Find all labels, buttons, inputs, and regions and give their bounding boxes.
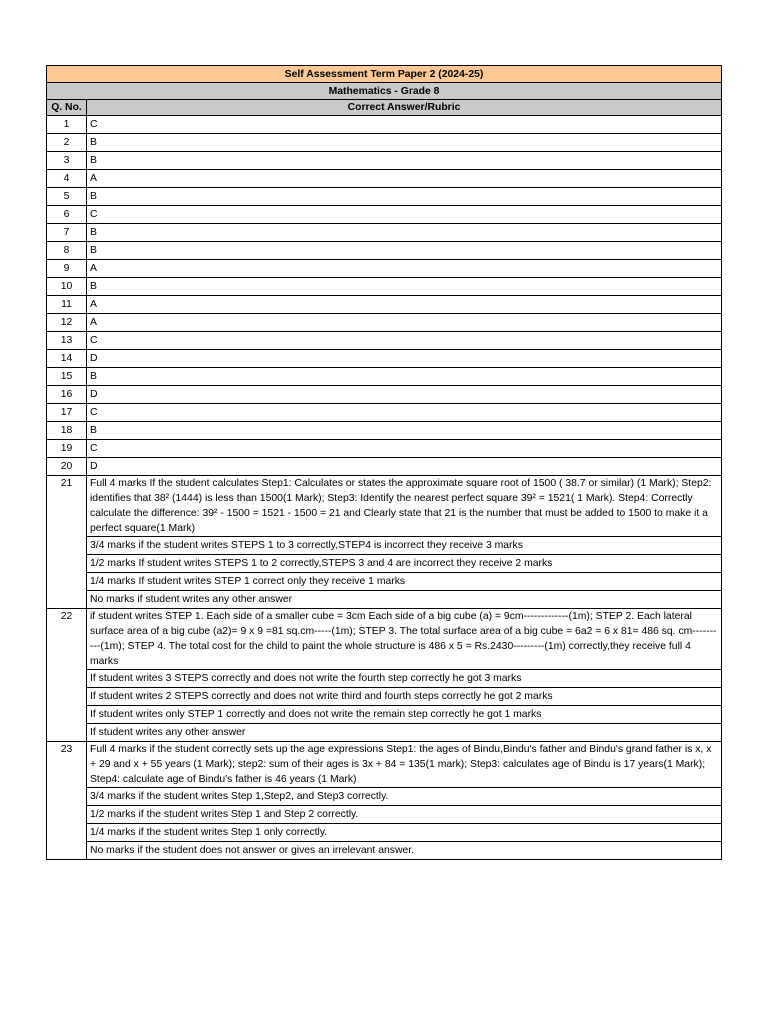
table-row — [47, 386, 722, 404]
subtitle-row — [47, 83, 722, 100]
answer-cell: C — [87, 332, 722, 350]
rubric-row — [47, 724, 722, 742]
rubric-cell: if student writes STEP 1. Each side of a smaller cube = 3cm Each side of a big cube (a) = 9cm-------------(1m); STEP 2. Each lateral surface area of a big cube (a2)= 9 x 9 =81 sq.cm-----(1m); STEP 3. The total surface area of a big cube = 6a2 = 6 x 81= 486 sq. cm----------(1m); STEP 4. The total cost for the child to paint the whole structure is 486 x 5 = Rs.2430---------(1m) correctly,they receive full 4 marks — [87, 609, 722, 670]
answer-header: Correct Answer/Rubric — [87, 100, 722, 116]
question-number: 12 — [47, 314, 87, 332]
table-row — [47, 116, 722, 134]
answer-cell: A — [87, 260, 722, 278]
rubric-row — [47, 806, 722, 824]
answer-cell: D — [87, 350, 722, 368]
question-number: 2 — [47, 134, 87, 152]
table-row — [47, 278, 722, 296]
rubric-row — [47, 788, 722, 806]
answer-cell: B — [87, 422, 722, 440]
table-row — [47, 350, 722, 368]
rubric-row — [47, 537, 722, 555]
table-row — [47, 152, 722, 170]
answer-cell: C — [87, 116, 722, 134]
rubric-row — [47, 670, 722, 688]
question-number: 6 — [47, 206, 87, 224]
answer-cell: B — [87, 278, 722, 296]
table-row — [47, 440, 722, 458]
question-number: 23 — [47, 742, 87, 860]
rubric-cell: 1/4 marks if the student writes Step 1 only correctly. — [87, 824, 722, 842]
answer-cell: C — [87, 440, 722, 458]
question-number: 3 — [47, 152, 87, 170]
table-row — [47, 188, 722, 206]
rubric-cell: If student writes 3 STEPS correctly and does not write the fourth step correctly he got 3 marks — [87, 670, 722, 688]
rubric-cell: 1/2 marks if the student writes Step 1 and Step 2 correctly. — [87, 806, 722, 824]
question-number: 5 — [47, 188, 87, 206]
rubric-row — [47, 609, 722, 670]
question-number: 18 — [47, 422, 87, 440]
question-number: 11 — [47, 296, 87, 314]
question-number: 10 — [47, 278, 87, 296]
table-row — [47, 260, 722, 278]
rubric-row — [47, 706, 722, 724]
answer-cell: D — [87, 458, 722, 476]
table-row — [47, 170, 722, 188]
answer-cell: A — [87, 314, 722, 332]
table-row — [47, 458, 722, 476]
rubric-row — [47, 555, 722, 573]
question-number: 14 — [47, 350, 87, 368]
rubric-cell: If student writes any other answer — [87, 724, 722, 742]
answer-cell: B — [87, 134, 722, 152]
sheet-title: Self Assessment Term Paper 2 (2024-25) — [47, 66, 722, 83]
rubric-cell: 1/2 marks If student writes STEPS 1 to 2 correctly,STEPS 3 and 4 are incorrect they receive 2 marks — [87, 555, 722, 573]
answer-cell: B — [87, 188, 722, 206]
question-number: 20 — [47, 458, 87, 476]
answer-cell: C — [87, 206, 722, 224]
rubric-cell: No marks if student writes any other answer — [87, 591, 722, 609]
rubric-cell: Full 4 marks if the student correctly sets up the age expressions Step1: the ages of Bindu,Bindu's father and Bindu's grand father is x, x + 29 and x + 55 years (1 Mark); step2: sum of their ages is 3x + 84 = 135(1 mark); Step3: calculates age of Bindu is 17 years(1 Mark); Step4: calculate age of Bindu's father is 46 years (1 Mark) — [87, 742, 722, 788]
answer-cell: B — [87, 224, 722, 242]
question-number: 17 — [47, 404, 87, 422]
rubric-cell: 3/4 marks if the student writes STEPS 1 to 3 correctly,STEP4 is incorrect they receive 3 marks — [87, 537, 722, 555]
table-row — [47, 368, 722, 386]
question-number: 15 — [47, 368, 87, 386]
rubric-cell: If student writes only STEP 1 correctly and does not write the remain step correctly he got 1 marks — [87, 706, 722, 724]
answer-cell: B — [87, 152, 722, 170]
table-row — [47, 134, 722, 152]
rubric-row — [47, 573, 722, 591]
qno-header: Q. No. — [47, 100, 87, 116]
sheet-subtitle: Mathematics - Grade 8 — [47, 83, 722, 100]
answer-key-table — [46, 65, 722, 860]
rubric-row — [47, 842, 722, 860]
answer-cell: C — [87, 404, 722, 422]
table-row — [47, 314, 722, 332]
answer-cell: A — [87, 296, 722, 314]
answer-cell: B — [87, 368, 722, 386]
question-number: 4 — [47, 170, 87, 188]
question-number: 19 — [47, 440, 87, 458]
rubric-cell: 3/4 marks if the student writes Step 1,Step2, and Step3 correctly. — [87, 788, 722, 806]
rubric-row — [47, 591, 722, 609]
question-number: 1 — [47, 116, 87, 134]
table-row — [47, 422, 722, 440]
title-row — [47, 66, 722, 83]
table-row — [47, 206, 722, 224]
rubric-row — [47, 476, 722, 537]
question-number: 9 — [47, 260, 87, 278]
question-number: 7 — [47, 224, 87, 242]
table-row — [47, 296, 722, 314]
rubric-row — [47, 688, 722, 706]
question-number: 21 — [47, 476, 87, 609]
answer-cell: D — [87, 386, 722, 404]
answer-key-body — [47, 66, 722, 860]
table-row — [47, 242, 722, 260]
table-row — [47, 224, 722, 242]
rubric-row — [47, 824, 722, 842]
question-number: 8 — [47, 242, 87, 260]
rubric-cell: If student writes 2 STEPS correctly and does not write third and fourth steps correctly he got 2 marks — [87, 688, 722, 706]
answer-cell: A — [87, 170, 722, 188]
rubric-cell: Full 4 marks If the student calculates Step1: Calculates or states the approximate square root of 1500 ( 38.7 or similar) (1 Mark); Step2: identifies that 38² (1444) is less than 1500(1 Mark); Step3: Identify the nearest perfect square 39² = 1521( 1 Mark). Step4: Correctly calculate the difference: 39² - 1500 = 1521 - 1500 = 21 and Clearly state that 21 is the number that must be added to 1500 to make it a perfect square(1 Mark) — [87, 476, 722, 537]
rubric-cell: 1/4 marks If student writes STEP 1 correct only they receive 1 marks — [87, 573, 722, 591]
header-row — [47, 100, 722, 116]
table-row — [47, 404, 722, 422]
question-number: 16 — [47, 386, 87, 404]
question-number: 13 — [47, 332, 87, 350]
rubric-cell: No marks if the student does not answer or gives an irrelevant answer. — [87, 842, 722, 860]
answer-cell: B — [87, 242, 722, 260]
rubric-row — [47, 742, 722, 788]
table-row — [47, 332, 722, 350]
question-number: 22 — [47, 609, 87, 742]
